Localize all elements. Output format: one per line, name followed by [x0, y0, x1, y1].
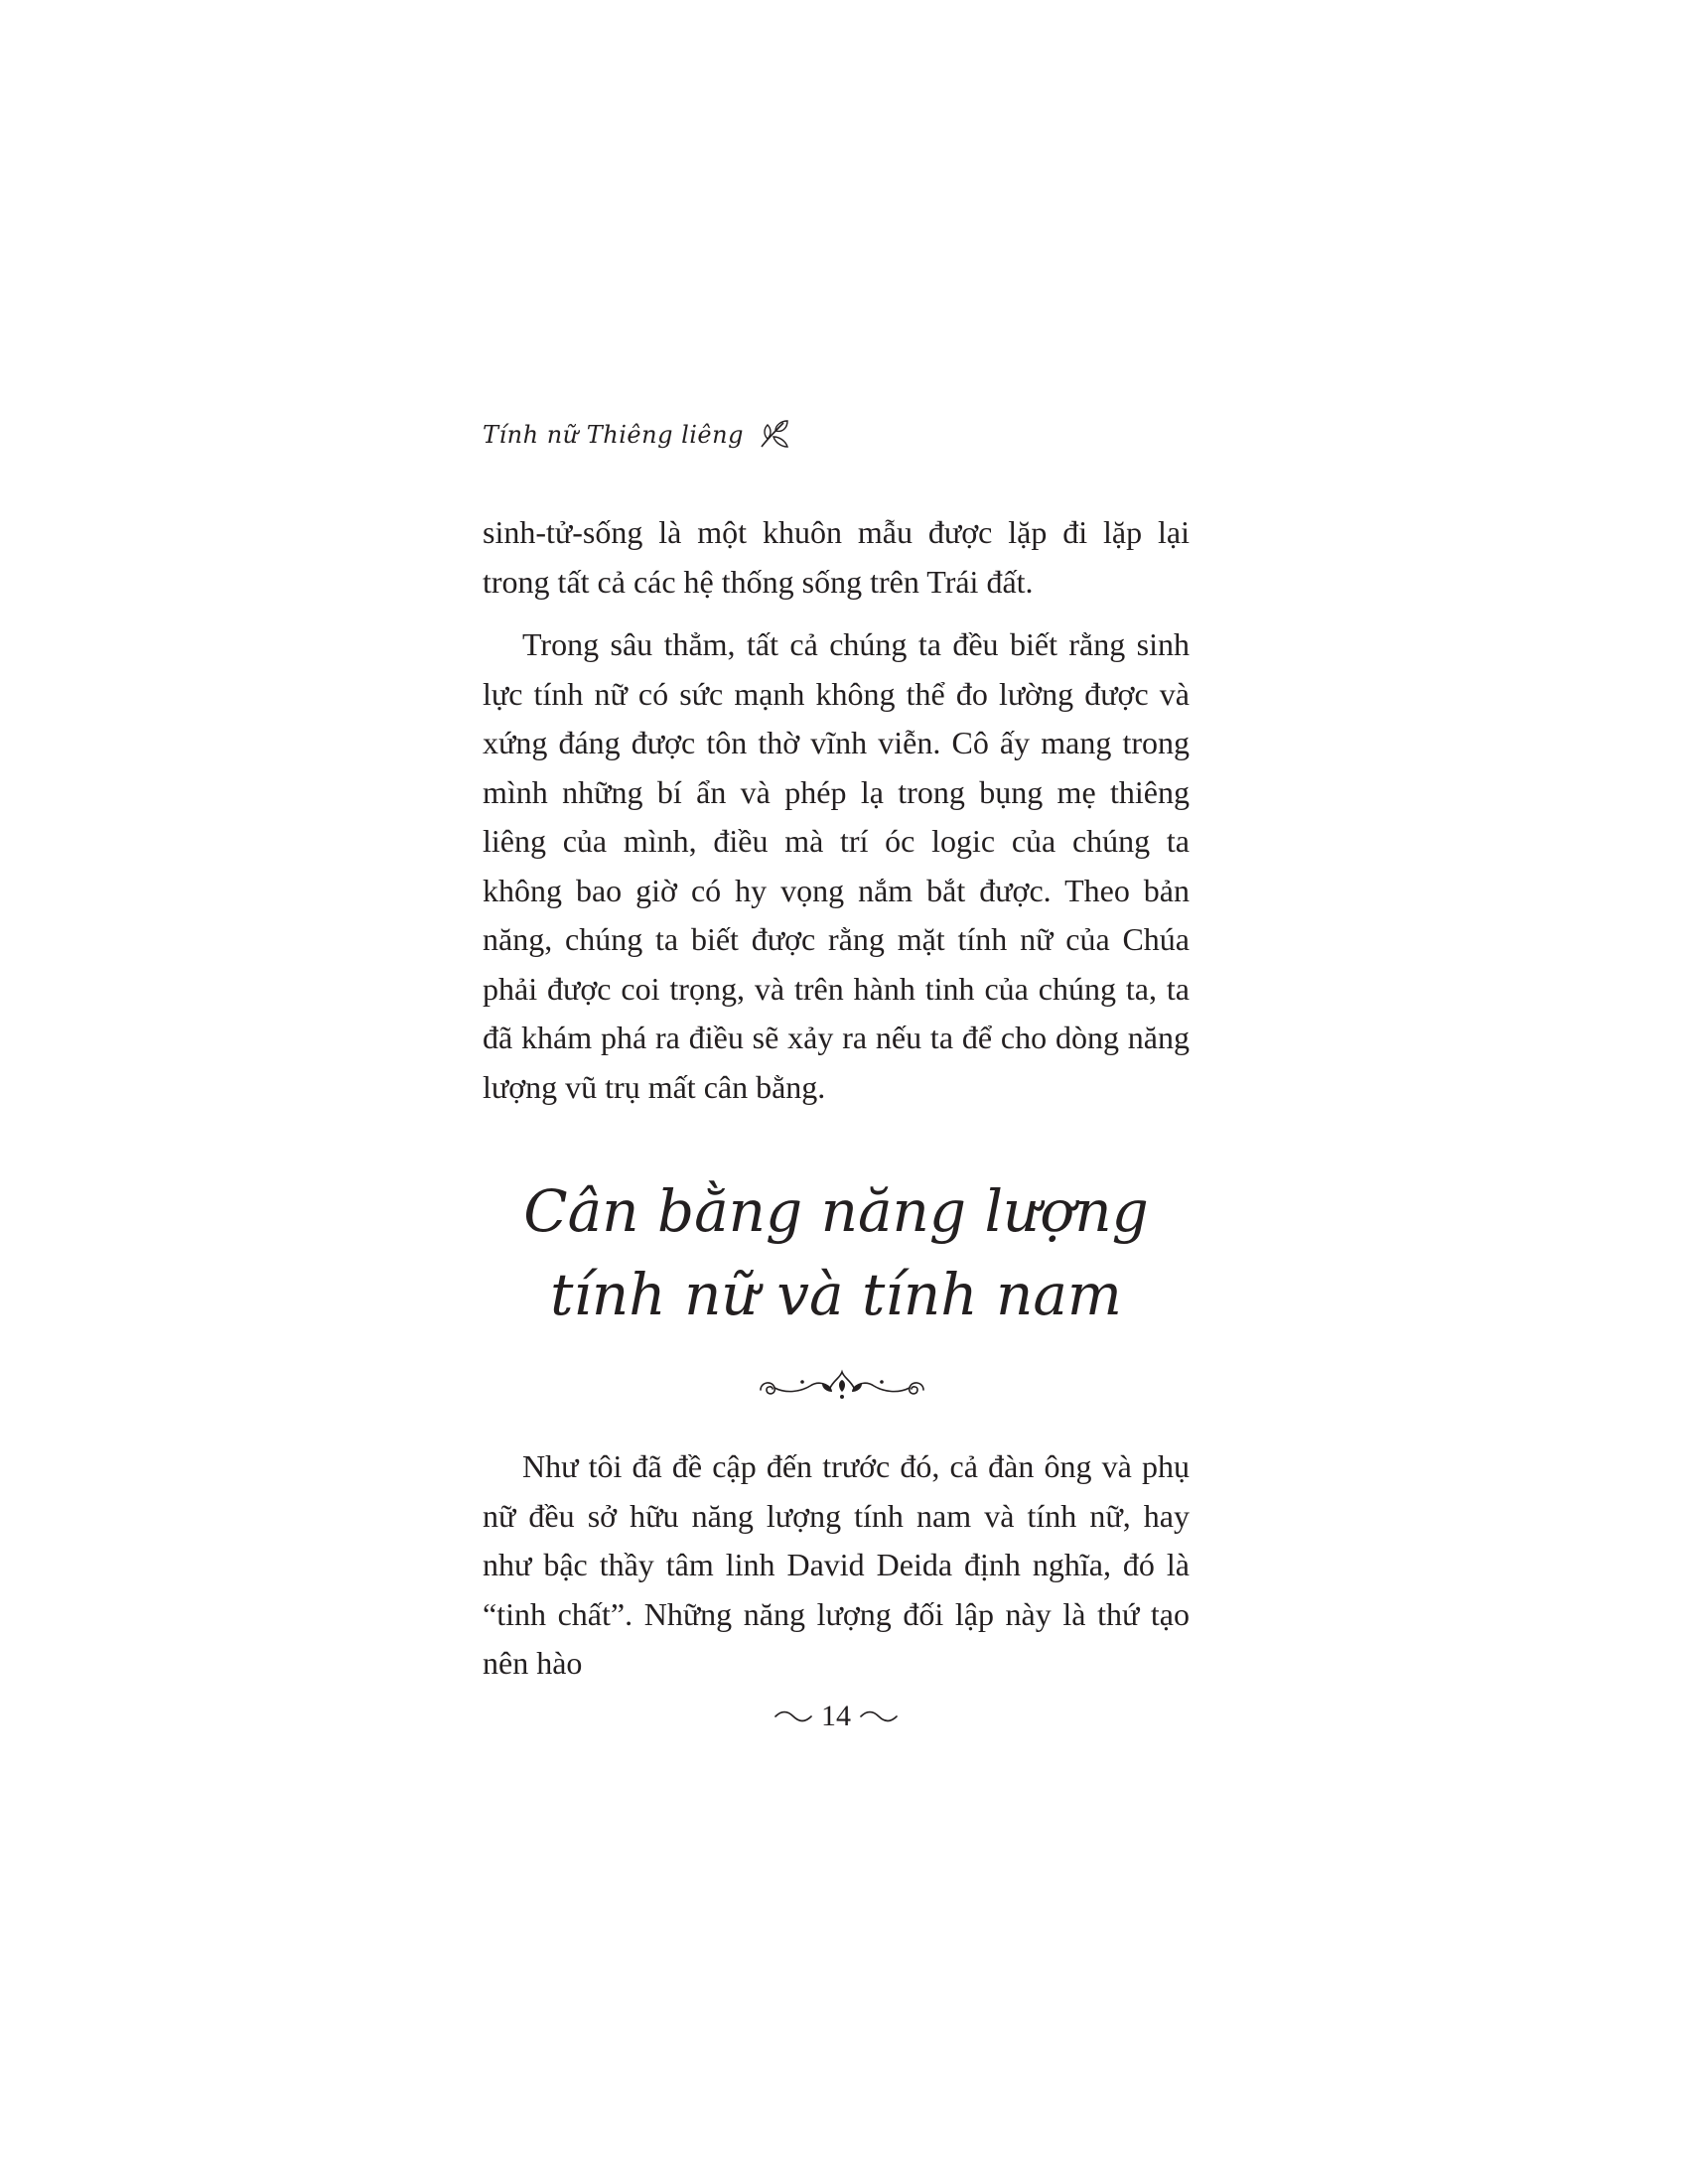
body-paragraph: Như tôi đã đề cập đến trước đó, cả đàn ông và phụ nữ đều sở hữu năng lượng tính nam và tính nữ, hay như bậc thầy tâm linh David Deida định nghĩa, đó là “tinh chất”. Những năng lượng đối lập này là thứ tạo nên hào: [483, 1448, 1190, 1681]
running-head: [483, 415, 793, 455]
running-head-title: Tính nữ Thiêng liêng: [483, 421, 744, 449]
scroll-ornament-icon: [753, 1368, 931, 1402]
body-paragraph: sinh-tử-sống là một khuôn mẫu được lặp đi lặp lại trong tất cả các hệ thống sống trên Trái đất.: [483, 514, 1190, 600]
swash-right-icon: [859, 1708, 899, 1724]
body-paragraph: Trong sâu thẳm, tất cả chúng ta đều biết rằng sinh lực tính nữ có sức mạnh không thể đo lường được và xứng đáng được tôn thờ vĩnh viễn. Cô ấy mang trong mình những bí ẩn và phép lạ trong bụng mẹ thiêng liêng của mình, điều mà trí óc logic của chúng ta không bao giờ có hy vọng nắm bắt được. Theo bản năng, chúng ta biết được rằng mặt tính nữ của Chúa phải được coi trọng, và trên hành tinh của chúng ta, ta đã khám phá ra điều sẽ xảy ra nếu ta để cho dòng năng lượng vũ trụ mất cân bằng.: [483, 626, 1190, 1105]
page-footer: [483, 1700, 1190, 1733]
section-heading: [483, 1169, 1190, 1336]
section-heading-line: Cân bằng năng lượng: [523, 1177, 1149, 1245]
section-heading-line: tính nữ và tính nam: [550, 1261, 1122, 1328]
swash-left-icon: [774, 1708, 813, 1724]
leaf-sprig-icon: [754, 415, 793, 455]
page-number: 14: [821, 1700, 851, 1732]
